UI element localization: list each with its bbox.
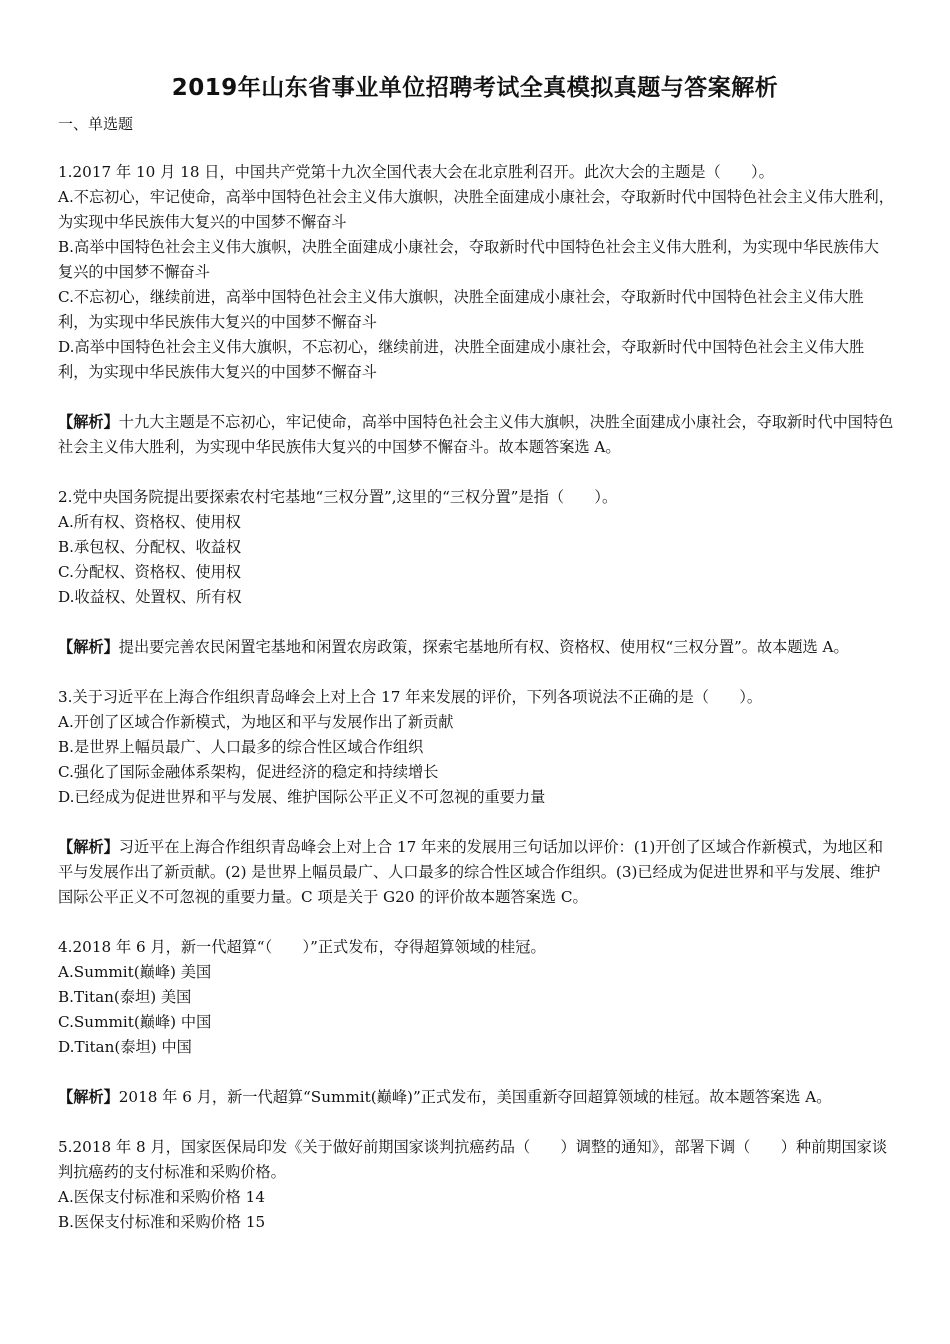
analysis-tag: 【解析】 (58, 1088, 119, 1106)
analysis (58, 635, 894, 660)
option-b: B.是世界上幅员最广、人口最多的综合性区域合作组织 (58, 738, 424, 756)
option-b: B.承包权、分配权、收益权 (58, 538, 242, 556)
option-a: A.所有权、资格权、使用权 (58, 513, 241, 531)
analysis-text: 十九大主题是不忘初心，牢记使命，高举中国特色社会主义伟大旗帜，决胜全面建成小康社会，夺取新时代中国特色社会主义伟大胜利，为实现中华民族伟大复兴的中国梦不懈奋斗。故本题答案选 A。 (58, 413, 894, 456)
question-1 (58, 160, 894, 485)
option-a: A.医保支付标准和采购价格 14 (58, 1188, 266, 1206)
analysis-text: 2018 年 6 月，新一代超算“Summit(巅峰)”正式发布，美国重新夺回超算领域的桂冠。故本题答案选 A。 (118, 1088, 832, 1106)
analysis (58, 410, 894, 460)
option-d: D.收益权、处置权、所有权 (58, 588, 242, 606)
option-d: D.高举中国特色社会主义伟大旗帜，不忘初心，继续前进，决胜全面建成小康社会，夺取新时代中国特色社会主义伟大胜利，为实现中华民族伟大复兴的中国梦不懈奋斗 (58, 338, 865, 381)
question-stem: 3.关于习近平在上海合作组织青岛峰会上对上合 17 年来发展的评价，下列各项说法不正确的是（ ）。 (58, 688, 763, 706)
option-b: B.医保支付标准和采购价格 15 (58, 1213, 266, 1231)
question-stem: 4.2018 年 6 月，新一代超算“（ ）”正式发布，夺得超算领域的桂冠。 (58, 938, 546, 956)
question-5 (58, 1135, 894, 1235)
section-heading: 一、单选题 (58, 115, 134, 133)
question-stem: 1.2017 年 10 月 18 日，中国共产党第十九次全国代表大会在北京胜利召开。此次大会的主题是（ ）。 (58, 163, 774, 181)
question-list (58, 160, 894, 1235)
option-c: C.强化了国际金融体系架构，促进经济的稳定和持续增长 (58, 763, 439, 781)
question-stem: 5.2018 年 8 月，国家医保局印发《关于做好前期国家谈判抗癌药品（ ）调整的通知》，部署下调（ ）种前期国家谈判抗癌药的支付标准和采购价格。 (58, 1138, 888, 1181)
analysis-tag: 【解析】 (58, 413, 119, 431)
analysis-tag: 【解析】 (58, 838, 119, 856)
option-c: C.Summit(巅峰) 中国 (58, 1013, 212, 1031)
question-3 (58, 685, 894, 935)
document-title: 2019年山东省事业单位招聘考试全真模拟真题与答案解析 (171, 75, 779, 101)
analysis-text: 习近平在上海合作组织青岛峰会上对上合 17 年来的发展用三句话加以评价：(1)开创了区域合作新模式，为地区和平与发展作出了新贡献。(2) 是世界上幅员最广、人口最多的综合性区域合作组织。(3)已经成为促进世界和平与发展、维护国际公平正义不可忽视的重要力量。C 项是关于 G20 的评价故本题答案选 C。 (58, 838, 884, 906)
analysis-tag: 【解析】 (58, 638, 119, 656)
option-b: B.高举中国特色社会主义伟大旗帜，决胜全面建成小康社会，夺取新时代中国特色社会主义伟大胜利，为实现中华民族伟大复兴的中国梦不懈奋斗 (58, 238, 879, 281)
option-c: C.不忘初心，继续前进，高举中国特色社会主义伟大旗帜，决胜全面建成小康社会，夺取新时代中国特色社会主义伟大胜利，为实现中华民族伟大复兴的中国梦不懈奋斗 (58, 288, 864, 331)
option-a: A.Summit(巅峰) 美国 (58, 963, 212, 981)
question-2 (58, 485, 894, 685)
option-b: B.Titan(泰坦) 美国 (58, 988, 192, 1006)
analysis (58, 1085, 894, 1110)
option-a: A.开创了区域合作新模式，为地区和平与发展作出了新贡献 (58, 713, 454, 731)
option-a: A.不忘初心，牢记使命，高举中国特色社会主义伟大旗帜，决胜全面建成小康社会，夺取新时代中国特色社会主义伟大胜利，为实现中华民族伟大复兴的中国梦不懈奋斗 (58, 188, 894, 231)
question-stem: 2.党中央国务院提出要探索农村宅基地“三权分置”,这里的“三权分置”是指（ ）。 (58, 488, 618, 506)
analysis-text: 提出要完善农民闲置宅基地和闲置农房政策，探索宅基地所有权、资格权、使用权“三权分置”。故本题选 A。 (118, 638, 849, 656)
question-4 (58, 935, 894, 1135)
analysis (58, 835, 894, 910)
option-d: D.已经成为促进世界和平与发展、维护国际公平正义不可忽视的重要力量 (58, 788, 546, 806)
option-d: D.Titan(泰坦) 中国 (58, 1038, 192, 1056)
option-c: C.分配权、资格权、使用权 (58, 563, 241, 581)
